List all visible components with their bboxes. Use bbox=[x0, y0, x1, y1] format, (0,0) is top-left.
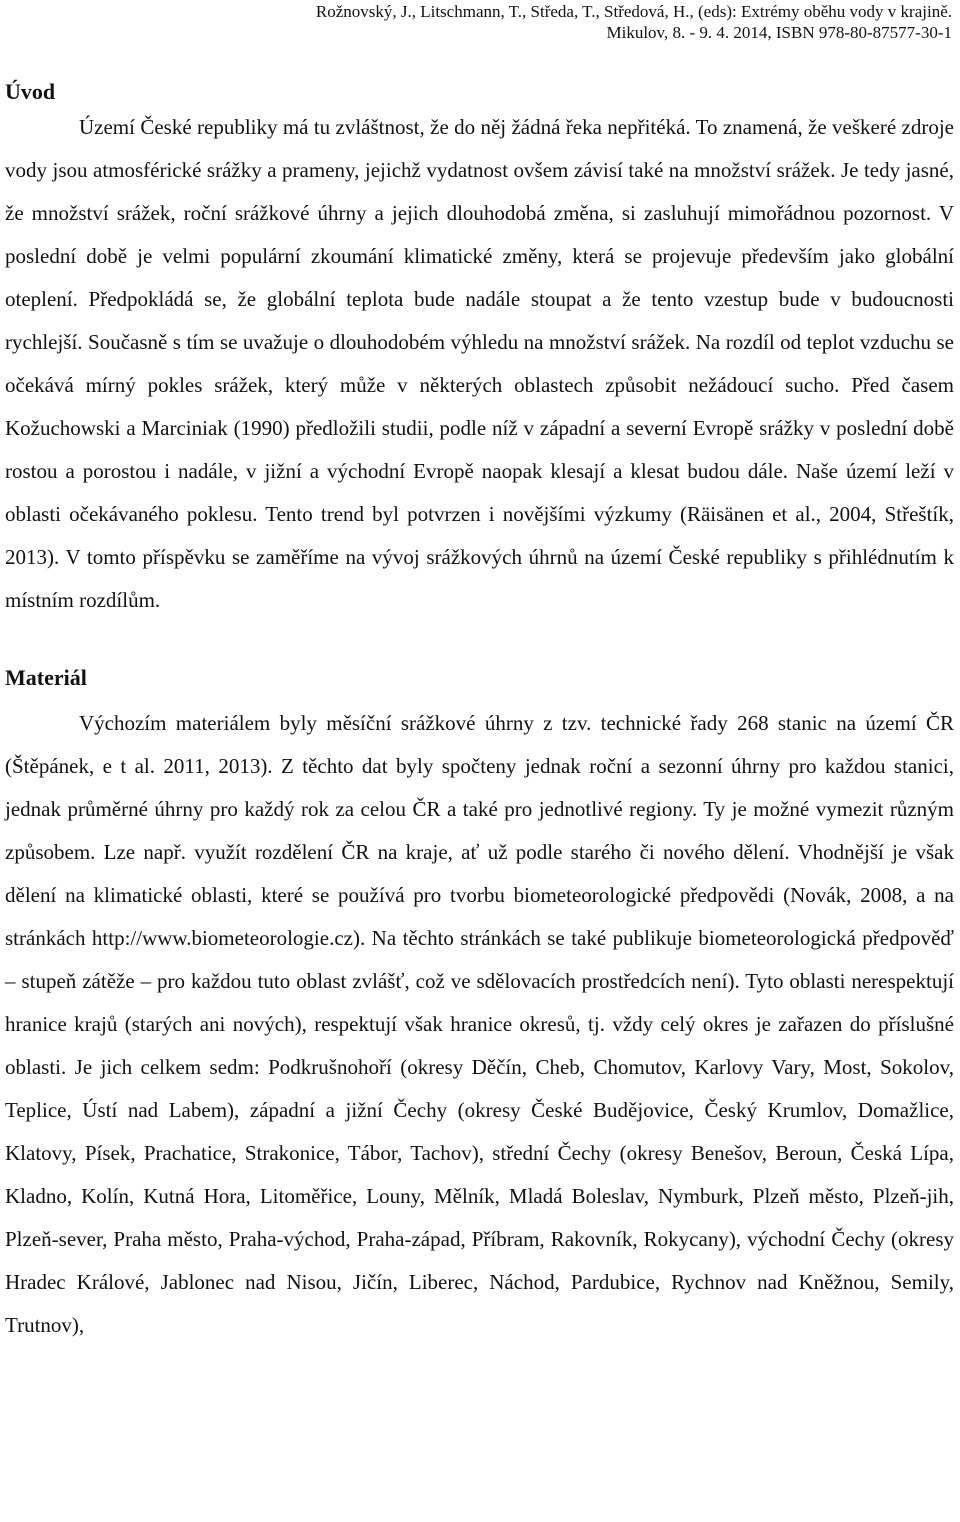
running-header-authors: Rožnovský, J., Litschmann, T., Středa, T., Středová, H., (eds): Extrémy oběhu vody v krajině. bbox=[315, 2, 952, 21]
paragraph-material: Výchozím materiálem byly měsíční srážkové úhrny z tzv. technické řady 268 stanic na území ČR (Štěpánek, e t al. 2011, 2013). Z těchto dat byly spočteny jednak roční a sezonní úhrny pro každou stanici, jednak průměrné úhrny pro každý rok za celou ČR a také pro jednotlivé regiony. Ty je možné vymezit různým způsobem. Lze např. využít rozdělení ČR na kraje, ať už podle starého či nového dělení. Vhodnější je však dělení na klimatické oblasti, které se používá pro tvorbu biometeorologické předpovědi (Novák, 2008, a na stránkách http://www.biometeorologie.cz). Na těchto stránkách se také publikuje biometeorologická předpověď – stupeň zátěže – pro každou tuto oblast zvlášť, což ve sdělovacích prostředcích není). Tyto oblasti nerespektují hranice krajů (starých ani nových), respektují však hranice okresů, tj. vždy celý okres je zařazen do příslušné oblasti. Je jich celkem sedm: Podkrušnohoří (okresy Děčín, Cheb, Chomutov, Karlovy Vary, Most, Sokolov, Teplice, Ústí nad Labem), západní a jižní Čechy (okresy České Budějovice, Český Krumlov, Domažlice, Klatovy, Písek, Prachatice, Strakonice, Tábor, Tachov), střední Čechy (okresy Benešov, Beroun, Česká Lípa, Kladno, Kolín, Kutná Hora, Litoměřice, Louny, Mělník, Mladá Boleslav, Nymburk, Plzeň město, Plzeň-jih, Plzeň-sever, Praha město, Praha-východ, Praha-západ, Příbram, Rakovník, Rokycany), východní Čechy (okresy Hradec Králové, Jablonec nad Nisou, Jičín, Liberec, Náchod, Pardubice, Rychnov nad Kněžnou, Semily, Trutnov), bbox=[5, 711, 954, 1337]
running-header-conference: Mikulov, 8. - 9. 4. 2014, ISBN 978-80-87577-30-1 bbox=[606, 23, 952, 42]
paragraph-uvod: Území České republiky má tu zvláštnost, že do něj žádná řeka nepřitéká. To znamená, že veškeré zdroje vody jsou atmosférické srážky a prameny, jejichž vydatnost ovšem závisí také na množství srážek. Je tedy jasné, že množství srážek, roční srážkové úhrny a jejich dlouhodobá změna, si zasluhují mimořádnou pozornost. V poslední době je velmi populární zkoumání klimatické změny, která se projevuje především jako globální oteplení. Předpokládá se, že globální teplota bude nadále stoupat a že tento vzestup bude v budoucnosti rychlejší. Současně s tím se uvažuje o dlouhodobém výhledu na množství srážek. Na rozdíl od teplot vzduchu se očekává mírný pokles srážek, který může v některých oblastech způsobit nežádoucí sucho. Před časem Kožuchowski a Marciniak (1990) předložili studii, podle níž v západní a severní Evropě srážky v poslední době rostou a porostou i nadále, v jižní a východní Evropě naopak klesají a klesat budou dále. Naše území leží v oblasti očekávaného poklesu. Tento trend byl potvrzen i novějšími výzkumy (Räisänen et al., 2004, Střeštík, 2013). V tomto příspěvku se zaměříme na vývoj srážkových úhrnů na území České republiky s přihlédnutím k místním rozdílům. bbox=[5, 115, 954, 612]
section-title-uvod: Úvod bbox=[5, 79, 56, 104]
running-header bbox=[5, 0, 954, 43]
section-title-material: Materiál bbox=[5, 665, 87, 690]
